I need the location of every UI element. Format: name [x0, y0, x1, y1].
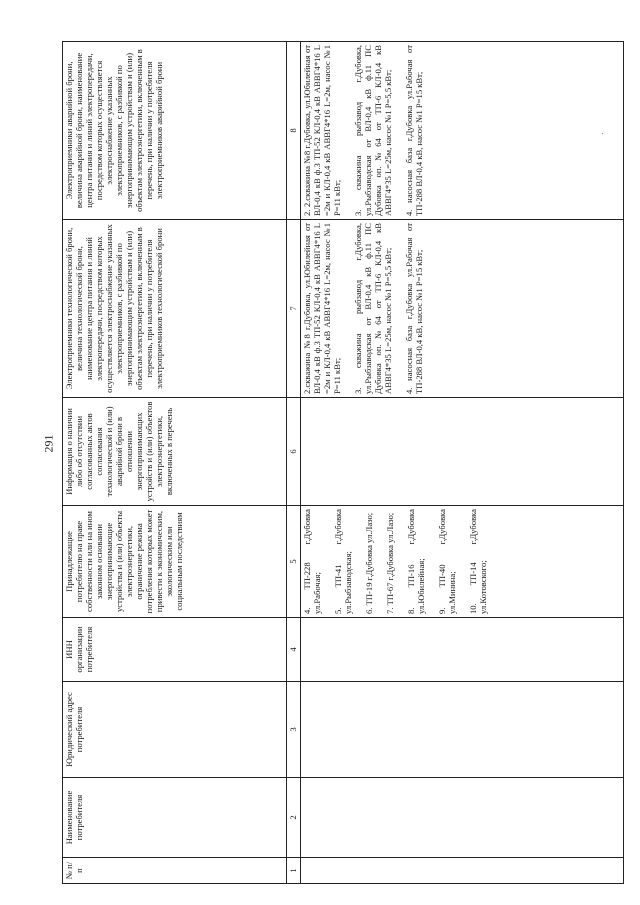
- consumer-table: [62, 41, 624, 884]
- cell-col-1: [301, 858, 624, 884]
- cell-col-4: [301, 618, 624, 682]
- cell-col-5: [301, 506, 624, 618]
- substation-entry: 7. ТП-67 г.Дубовка ул.Лазо;: [385, 512, 395, 614]
- column-number: 4: [287, 618, 301, 682]
- header-col-6: Информация о наличии либо об отсутствии согласованных актов согласования технологической и (или) аварийной брони в отношении энергопринимающих устройств и (или) объектов электроэнергетики, включенных в перечень: [63, 398, 287, 506]
- tech-reserve-entry: 2.скважина №8 г.Дубовка, ул.Юбилейная от ВЛ-0,4 кВ ф.3 ТП-52 КЛ-0,4 кВ АВВГ4*16 L =2м и КЛ-0,4 кВ АВВГ4*16 L=2м, насос №1 Р=11 кВт;: [302, 223, 342, 394]
- column-number: 6: [287, 398, 301, 506]
- header-col-5: Принадлежащие потребителю на праве собственности или на ином законном основании энергопринимающие устройства и (или) объекты электроэнергетики, ограничение режима потребления которых может привести к экономическим, экологическим или социальным последствиям: [63, 506, 287, 618]
- cell-col-6: [301, 398, 624, 506]
- column-number-row: [287, 42, 301, 884]
- column-number: 7: [287, 220, 301, 398]
- header-col-7: Электроприемники технологической брони, величина технологической брони, наименование центра питания и линий электропередачи, посредством которых осуществляется электроснабжение указанных электроприемников, с разбивкой по энергопринимающим устройствам и (или) объектам электроэнергетики, включенным в перечень, при наличии у потребителя электроприемников технологической брони: [63, 220, 287, 398]
- cell-col-7: [301, 220, 624, 398]
- column-number: 5: [287, 506, 301, 618]
- header-col-4: ИНН организации потребителя: [63, 618, 287, 682]
- tech-reserve-entry: 4. насосная база г.Дубовка ул.Рабочая от ТП-288 ВЛ-0,4 кВ, насос №1 Р=15 кВт;: [404, 223, 424, 394]
- cell-col-2: [301, 778, 624, 858]
- rotated-page: [62, 42, 634, 884]
- column-number: 1: [287, 858, 301, 884]
- cell-col-3: [301, 682, 624, 778]
- header-col-3: Юридический адрес потребителя: [63, 682, 287, 778]
- emergency-reserve-entry: 4. насосная база г.Дубовка ул.Рабочая от ТП-288 ВЛ-0,4 кВ, насос №1 Р=15 кВт;: [404, 45, 424, 216]
- emergency-reserve-entry: 2. 2.скважина №8 г.Дубовка, ул.Юбилейная от ВЛ-0,4 кВ ф.3 ТП-52 КЛ-0,4 кВ АВВГ4*16 L =2м и КЛ-0,4 кВ АВВГ4*16 L=2м, насос №1 Р=11 кВт;: [302, 45, 342, 216]
- header-col-8: Электроприемники аварийной брони, величина аварийной брони, наименование центра питания и линий электропередачи, посредством которых осуществляется электроснабжение указанных электроприемников, с разбивкой по энергопринимающим устройствам и (или) объектам электроэнергетики, включенным в перечень, при наличии у потребителя электроприемников аварийной брони: [63, 42, 287, 220]
- page-number: 291: [41, 434, 56, 453]
- substation-entry: 8. ТП-16 г.Дубовка ул.Юбилейная;: [406, 509, 426, 614]
- substation-entry: 5. ТП-41 г.Дубовка ул.Рыбзаводская;: [333, 509, 353, 614]
- column-number: 8: [287, 42, 301, 220]
- column-number: 3: [287, 682, 301, 778]
- cell-col-8: [301, 42, 624, 220]
- column-number: 2: [287, 778, 301, 858]
- header-row: [63, 42, 287, 884]
- substation-entry: 10. ТП-14 г.Дубовка ул.Котовского;: [468, 509, 488, 614]
- table-row: [301, 42, 624, 884]
- header-col-1: № п/п: [63, 858, 287, 884]
- substation-entry: 4. ТП-228 г.Дубовка ул.Рабочая;: [302, 509, 322, 614]
- emergency-reserve-entry: 3. скважина рыбзавод г.Дубовка, ул.Рыбзаводская от ВЛ-0,4 кВ ф.11 ПС Дубовка оп.№64 от ТП-6 КЛ-0,4 кВ АВВГ4*35 L=25м, насос №1 Р=5,5 кВт;: [353, 45, 393, 216]
- substation-entry: 9. ТП-40 г.Дубовка ул.Минина;: [437, 509, 457, 614]
- header-col-2: Наименование потребителя: [63, 778, 287, 858]
- tech-reserve-entry: 3. скважина рыбзавод г.Дубовка, ул.Рыбзаводская от ВЛ-0,4 кВ ф.11 ПС Дубовка оп.№64 от ТП-6 КЛ-0,4 кВ АВВГ4*35 L=25м, насос №1 Р=5,5 кВт;: [353, 223, 393, 394]
- substation-entry: 6. ТП-19 г.Дубовка ул.Лазо;: [364, 512, 374, 614]
